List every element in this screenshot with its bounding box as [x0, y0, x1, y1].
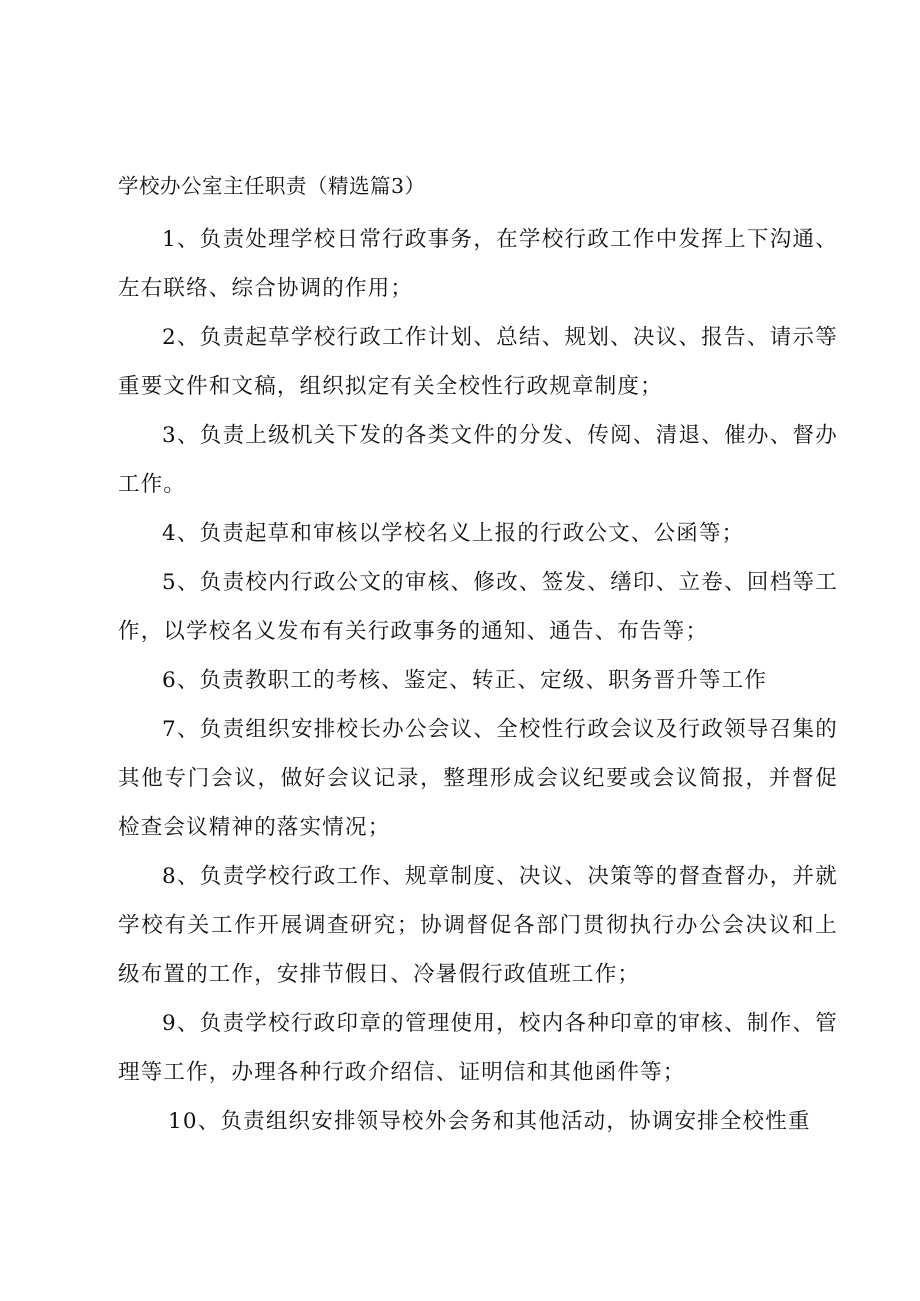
duty-item-3: 3、负责上级机关下发的各类文件的分发、传阅、清退、催办、督办工作。	[118, 423, 838, 497]
duty-item-7: 7、负责组织安排校长办公会议、全校性行政会议及行政领导召集的其他专门会议，做好会议记录，整理形成会议纪要或会议简报，并督促检查会议精神的落实情况；	[118, 717, 838, 840]
duty-item-6: 6、负责教职工的考核、鉴定、转正、定级、职务晋升等工作	[162, 668, 768, 693]
document-title: 学校办公室主任职责（精选篇3）	[118, 174, 426, 198]
duty-item-8: 8、负责学校行政工作、规章制度、决议、决策等的督查督办，并就学校有关工作开展调查研究；协调督促各部门贯彻执行办公会决议和上级布置的工作，安排节假日、冷暑假行政值班工作；	[118, 864, 838, 987]
duty-item-10: 10、负责组织安排领导校外会务和其他活动，协调安排全校性重	[168, 1109, 811, 1134]
duty-item-2: 2、负责起草学校行政工作计划、总结、规划、决议、报告、请示等重要文件和文稿，组织拟定有关全校性行政规章制度；	[118, 325, 838, 399]
document-body	[118, 215, 838, 1146]
duty-item-1: 1、负责处理学校日常行政事务，在学校行政工作中发挥上下沟通、左右联络、综合协调的作用；	[118, 227, 838, 301]
duty-item-9: 9、负责学校行政印章的管理使用，校内各种印章的审核、制作、管理等工作，办理各种行政介绍信、证明信和其他函件等；	[118, 1011, 838, 1085]
duty-item-4: 4、负责起草和审核以学校名义上报的行政公文、公函等；	[162, 521, 745, 546]
duty-item-5: 5、负责校内行政公文的审核、修改、签发、缮印、立卷、回档等工作，以学校名义发布有关行政事务的通知、通告、布告等；	[118, 570, 838, 644]
